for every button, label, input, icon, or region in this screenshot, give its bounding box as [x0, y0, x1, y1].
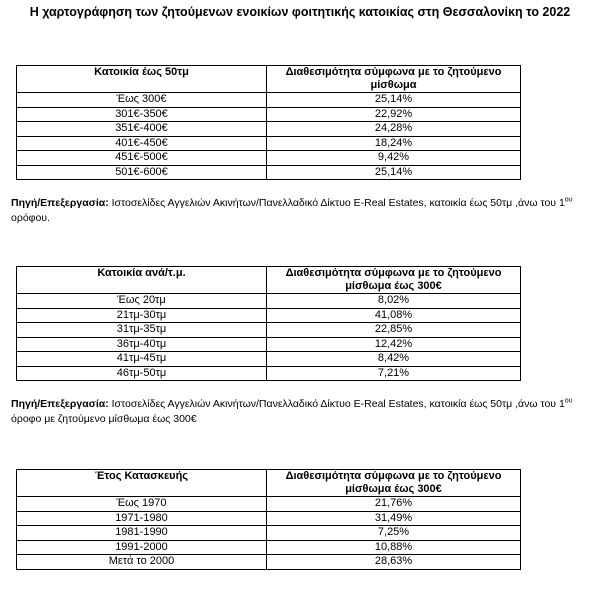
table-cell: 21τμ-30τμ	[17, 308, 267, 323]
table-cell: 25,14%	[267, 165, 521, 180]
table-cell: 22,92%	[267, 107, 521, 122]
table-row	[17, 165, 521, 180]
table-cell: 18,24%	[267, 136, 521, 151]
table-header-cell: Διαθεσιμότητα σύμφωνα με το ζητούμενο μίσθωμα έως 300€	[267, 470, 521, 497]
table-cell: 401€-450€	[17, 136, 267, 151]
table-cell: 8,02%	[267, 294, 521, 309]
table-row	[17, 151, 521, 166]
table-cell: Έως 1970	[17, 497, 267, 512]
source-note	[11, 397, 591, 427]
table-row	[17, 540, 521, 555]
table-row	[17, 107, 521, 122]
table-cell: 25,14%	[267, 93, 521, 108]
table-cell: 12,42%	[267, 337, 521, 352]
table-row	[17, 352, 521, 367]
table-header-cell: Διαθεσιμότητα σύμφωνα με το ζητούμενο μίσθωμα	[267, 66, 521, 93]
table-cell: 501€-600€	[17, 165, 267, 180]
table-cell: 28,63%	[267, 555, 521, 570]
source-text: Ιστοσελίδες Αγγελιών Ακινήτων/Πανελλαδικό Δίκτυο E-Real Estates, κατοικία έως 50τμ ,άνω του 1	[108, 197, 565, 209]
table-cell: Μετά το 2000	[17, 555, 267, 570]
table-cell: 451€-500€	[17, 151, 267, 166]
table-row	[17, 323, 521, 338]
table-cell: 7,21%	[267, 366, 521, 381]
source-label: Πηγή/Επεξεργασία:	[11, 197, 109, 209]
table-row	[17, 555, 521, 570]
table-cell: Έως 20τμ	[17, 294, 267, 309]
table-header-row	[17, 470, 521, 497]
construction-year-table	[16, 469, 521, 570]
table-cell: 46τμ-50τμ	[17, 366, 267, 381]
table-cell: 21,76%	[267, 497, 521, 512]
table-cell: 24,28%	[267, 122, 521, 137]
table-header-row	[17, 267, 521, 294]
table-cell: 1991-2000	[17, 540, 267, 555]
table-cell: 10,88%	[267, 540, 521, 555]
table-row	[17, 308, 521, 323]
table-cell: 7,25%	[267, 526, 521, 541]
area-table	[16, 266, 521, 381]
table-row	[17, 294, 521, 309]
table-cell: 1981-1990	[17, 526, 267, 541]
table-row	[17, 526, 521, 541]
table-cell: 22,85%	[267, 323, 521, 338]
table-row	[17, 366, 521, 381]
source-text-end: όροφο με ζητούμενο μίσθωμα έως 300€	[11, 413, 197, 425]
table-cell: 351€-400€	[17, 122, 267, 137]
source-superscript: ου	[564, 397, 573, 405]
table-row	[17, 136, 521, 151]
source-note	[11, 196, 591, 226]
rent-range-table	[16, 65, 521, 180]
table-row	[17, 122, 521, 137]
table-header-cell: Κατοικία ανά/τ.μ.	[17, 267, 267, 294]
table-cell: 1971-1980	[17, 511, 267, 526]
table-cell: 9,42%	[267, 151, 521, 166]
source-superscript: ου	[564, 196, 573, 204]
table-row	[17, 511, 521, 526]
table-cell: Έως 300€	[17, 93, 267, 108]
table-cell: 8,42%	[267, 352, 521, 367]
table-cell: 31,49%	[267, 511, 521, 526]
table-row	[17, 337, 521, 352]
table-header-cell: Κατοικία έως 50τμ	[17, 66, 267, 93]
page-title: Η χαρτογράφηση των ζητούμενων ενοικίων φοιτητικής κατοικίας στη Θεσσαλονίκη το 2022	[29, 5, 571, 19]
table-cell: 41τμ-45τμ	[17, 352, 267, 367]
table-header-cell: Έτος Κατασκευής	[17, 470, 267, 497]
table-cell: 301€-350€	[17, 107, 267, 122]
table-cell: 41,08%	[267, 308, 521, 323]
source-label: Πηγή/Επεξεργασία:	[11, 398, 109, 410]
table-row	[17, 93, 521, 108]
table-row	[17, 497, 521, 512]
table-header-cell: Διαθεσιμότητα σύμφωνα με το ζητούμενο μίσθωμα έως 300€	[267, 267, 521, 294]
source-text: Ιστοσελίδες Αγγελιών Ακινήτων/Πανελλαδικό Δίκτυο E-Real Estates, κατοικία έως 50τμ ,άνω του 1	[108, 398, 565, 410]
table-header-row	[17, 66, 521, 93]
table-cell: 36τμ-40τμ	[17, 337, 267, 352]
source-text-end: ορόφου.	[11, 212, 50, 224]
table-cell: 31τμ-35τμ	[17, 323, 267, 338]
